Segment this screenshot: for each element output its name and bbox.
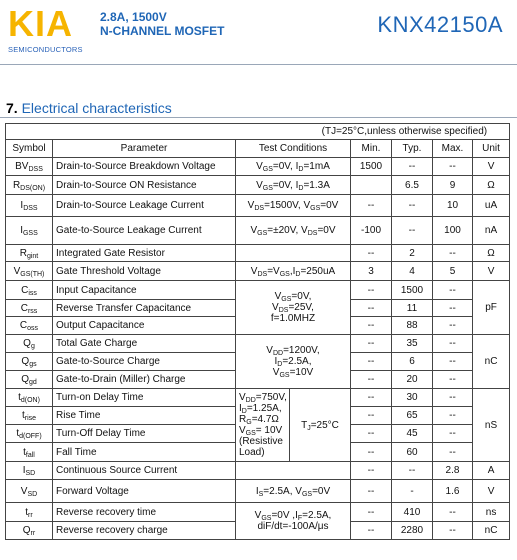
cell-min: -- — [351, 407, 392, 425]
product-type: N-CHANNEL MOSFET — [100, 24, 225, 38]
cell-min: -- — [351, 335, 392, 353]
cell-unit: nC — [473, 522, 510, 540]
cell-typ: 35 — [392, 335, 433, 353]
section-heading — [6, 100, 172, 116]
cell-unit: nC — [473, 335, 510, 389]
cell-unit: V — [473, 262, 510, 281]
cell-parameter: Gate-to-Drain (Miller) Charge — [53, 371, 236, 389]
cell-typ: 45 — [392, 425, 433, 443]
cell-min: -- — [351, 245, 392, 262]
cell-test-conditions — [236, 462, 351, 480]
cell-min: -100 — [351, 217, 392, 245]
cell-max: -- — [433, 407, 473, 425]
cell-parameter: Turn-Off Delay Time — [53, 425, 236, 443]
section-title: Electrical characteristics — [21, 100, 172, 116]
table-body — [6, 158, 510, 540]
cell-unit: V — [473, 158, 510, 176]
cell-test-conditions: $V_{GS}=0V$ $,I_F=2.5A$, diF/dt=-100A/μs — [236, 503, 351, 540]
cell-unit: pF — [473, 281, 510, 335]
table-row — [6, 158, 510, 176]
table-row — [6, 480, 510, 503]
cell-min: 1500 — [351, 158, 392, 176]
cell-symbol: $C_{rss}$ — [6, 300, 53, 317]
cell-test-conditions: $V_{GS}=0V$, $I_D=1.3A$ — [236, 176, 351, 195]
cell-symbol: $I_{DSS}$ — [6, 195, 53, 217]
cell-symbol: $t_{rise}$ — [6, 407, 53, 425]
cell-max: -- — [433, 353, 473, 371]
cell-symbol: $t_{fall}$ — [6, 443, 53, 462]
product-rating: 2.8A, 1500V — [100, 10, 167, 24]
cell-min: -- — [351, 195, 392, 217]
cell-parameter: Input Capacitance — [53, 281, 236, 300]
cell-unit: Ω — [473, 176, 510, 195]
cell-unit: nS — [473, 389, 510, 462]
table-row — [6, 503, 510, 522]
cell-symbol: $Q_{rr}$ — [6, 522, 53, 540]
cell-typ: - — [392, 480, 433, 503]
cell-test-conditions: $V_{DS}=V_{GS},I_D=250uA$ — [236, 262, 351, 281]
cell-parameter: Fall Time — [53, 443, 236, 462]
cell-symbol: $R_{gint}$ — [6, 245, 53, 262]
cell-min: -- — [351, 353, 392, 371]
cell-typ: -- — [392, 158, 433, 176]
cell-parameter: Drain-to-Source ON Resistance — [53, 176, 236, 195]
electrical-characteristics-table — [5, 123, 510, 540]
product-summary — [100, 10, 224, 38]
cell-unit: uA — [473, 195, 510, 217]
table-row — [6, 262, 510, 281]
cell-typ: 30 — [392, 389, 433, 407]
cell-min: -- — [351, 389, 392, 407]
cell-typ: 2280 — [392, 522, 433, 540]
cell-typ: 11 — [392, 300, 433, 317]
cell-parameter: Drain-to-Source Leakage Current — [53, 195, 236, 217]
table-condition-row — [6, 124, 510, 140]
section-divider — [0, 117, 517, 118]
cell-max: 9 — [433, 176, 473, 195]
cell-symbol: $C_{oss}$ — [6, 317, 53, 335]
cell-min: -- — [351, 300, 392, 317]
cell-symbol: $R_{DS(ON)}$ — [6, 176, 53, 195]
cell-max: -- — [433, 389, 473, 407]
logo-mark: KIA — [8, 3, 73, 44]
cell-typ: 20 — [392, 371, 433, 389]
cell-symbol: $Q_{gd}$ — [6, 371, 53, 389]
cell-max: -- — [433, 522, 473, 540]
cell-parameter: Rise Time — [53, 407, 236, 425]
table-row — [6, 462, 510, 480]
cell-max: -- — [433, 245, 473, 262]
cell-typ: 410 — [392, 503, 433, 522]
header-min: Min. — [351, 140, 392, 158]
table-row — [6, 195, 510, 217]
table-condition-note: (TJ=25°C,unless otherwise specified) — [6, 124, 510, 140]
cell-min: -- — [351, 371, 392, 389]
cell-symbol: $I_{GSS}$ — [6, 217, 53, 245]
table-header-row — [6, 140, 510, 158]
cell-typ: 1500 — [392, 281, 433, 300]
cell-unit: V — [473, 480, 510, 503]
table-row — [6, 245, 510, 262]
cell-symbol: $BV_{DSS}$ — [6, 158, 53, 176]
cell-parameter: Turn-on Delay Time — [53, 389, 236, 407]
cell-max: 5 — [433, 262, 473, 281]
cell-unit: ns — [473, 503, 510, 522]
cell-parameter: Forward Voltage — [53, 480, 236, 503]
header-max: Max. — [433, 140, 473, 158]
cell-symbol: $C_{iss}$ — [6, 281, 53, 300]
cell-test-conditions: $V_{DD}=1200V$, $I_D=2.5A$, $V_{GS}=10V$ — [236, 335, 351, 389]
cell-parameter: Reverse recovery charge — [53, 522, 236, 540]
cell-typ: 65 — [392, 407, 433, 425]
cell-symbol: $t_{d(ON)}$ — [6, 389, 53, 407]
cell-typ: -- — [392, 462, 433, 480]
cell-test-conditions-tj: $T_J=25^\circ C$ — [290, 389, 351, 462]
cell-max: -- — [433, 425, 473, 443]
cell-parameter: Drain-to-Source Breakdown Voltage — [53, 158, 236, 176]
cell-parameter: Gate-to-Source Leakage Current — [53, 217, 236, 245]
company-logo — [8, 3, 88, 54]
cell-max: 1.6 — [433, 480, 473, 503]
part-number: KNX42150A — [377, 12, 503, 37]
cell-symbol: $Q_{gs}$ — [6, 353, 53, 371]
cell-max: -- — [433, 317, 473, 335]
cell-parameter: Continuous Source Current — [53, 462, 236, 480]
cell-symbol: $I_{SD}$ — [6, 462, 53, 480]
cell-min: -- — [351, 281, 392, 300]
cell-symbol: $Q_g$ — [6, 335, 53, 353]
logo-subtitle: SEMICONDUCTORS — [8, 45, 83, 54]
cell-test-conditions: $V_{DD}=750V$, $I_D=1.25A$, $R_G=4.7\Omega$ $V_{GS}= 10V$ (Resistive Load) — [236, 389, 290, 462]
cell-max: -- — [433, 281, 473, 300]
cell-test-conditions: $V_{GS}=0V$, $I_D=1mA$ — [236, 158, 351, 176]
cell-parameter: Reverse recovery time — [53, 503, 236, 522]
cell-symbol: $t_{rr}$ — [6, 503, 53, 522]
cell-max: -- — [433, 300, 473, 317]
header-unit: Unit — [473, 140, 510, 158]
header-test-conditions: Test Conditions — [236, 140, 351, 158]
cell-parameter: Output Capacitance — [53, 317, 236, 335]
cell-max: -- — [433, 443, 473, 462]
cell-max: 2.8 — [433, 462, 473, 480]
cell-max: -- — [433, 158, 473, 176]
cell-symbol: $V_{SD}$ — [6, 480, 53, 503]
cell-min: -- — [351, 425, 392, 443]
cell-test-conditions: $V_{GS}=0V$, $V_{DS}=25V$, f=1.0MHZ — [236, 281, 351, 335]
cell-parameter: Gate Threshold Voltage — [53, 262, 236, 281]
cell-max: -- — [433, 503, 473, 522]
cell-parameter: Reverse Transfer Capacitance — [53, 300, 236, 317]
cell-min: -- — [351, 503, 392, 522]
cell-typ: 4 — [392, 262, 433, 281]
cell-test-conditions: $V_{DS}=1500V$, $V_{GS}=0V$ — [236, 195, 351, 217]
cell-max: -- — [433, 335, 473, 353]
cell-typ: 60 — [392, 443, 433, 462]
cell-max: 10 — [433, 195, 473, 217]
table-row — [6, 176, 510, 195]
cell-unit: A — [473, 462, 510, 480]
cell-typ: -- — [392, 217, 433, 245]
cell-min — [351, 176, 392, 195]
header-typ: Typ. — [392, 140, 433, 158]
table-row — [6, 389, 510, 407]
cell-typ: 2 — [392, 245, 433, 262]
cell-min: 3 — [351, 262, 392, 281]
cell-test-conditions: $V_{GS}=\pm 20V$, $V_{DS}=0V$ — [236, 217, 351, 245]
cell-test-conditions — [236, 245, 351, 262]
table-row — [6, 217, 510, 245]
cell-typ: 88 — [392, 317, 433, 335]
cell-min: -- — [351, 443, 392, 462]
cell-parameter: Gate-to-Source Charge — [53, 353, 236, 371]
cell-typ: 6 — [392, 353, 433, 371]
cell-unit: Ω — [473, 245, 510, 262]
cell-max: -- — [433, 371, 473, 389]
cell-parameter: Integrated Gate Resistor — [53, 245, 236, 262]
cell-typ: -- — [392, 195, 433, 217]
section-number: 7. — [6, 100, 18, 116]
cell-symbol: $V_{GS(TH)}$ — [6, 262, 53, 281]
cell-min: -- — [351, 317, 392, 335]
cell-typ: 6.5 — [392, 176, 433, 195]
cell-parameter: Total Gate Charge — [53, 335, 236, 353]
cell-test-conditions: $I_S=2.5A$, $V_{GS}=0V$ — [236, 480, 351, 503]
cell-symbol: $t_{d(OFF)}$ — [6, 425, 53, 443]
cell-min: -- — [351, 462, 392, 480]
cell-unit: nA — [473, 217, 510, 245]
cell-min: -- — [351, 522, 392, 540]
table-row — [6, 281, 510, 300]
cell-min: -- — [351, 480, 392, 503]
cell-max: 100 — [433, 217, 473, 245]
header-divider — [0, 64, 517, 65]
table-row — [6, 335, 510, 353]
header-parameter: Parameter — [53, 140, 236, 158]
header-symbol: Symbol — [6, 140, 53, 158]
